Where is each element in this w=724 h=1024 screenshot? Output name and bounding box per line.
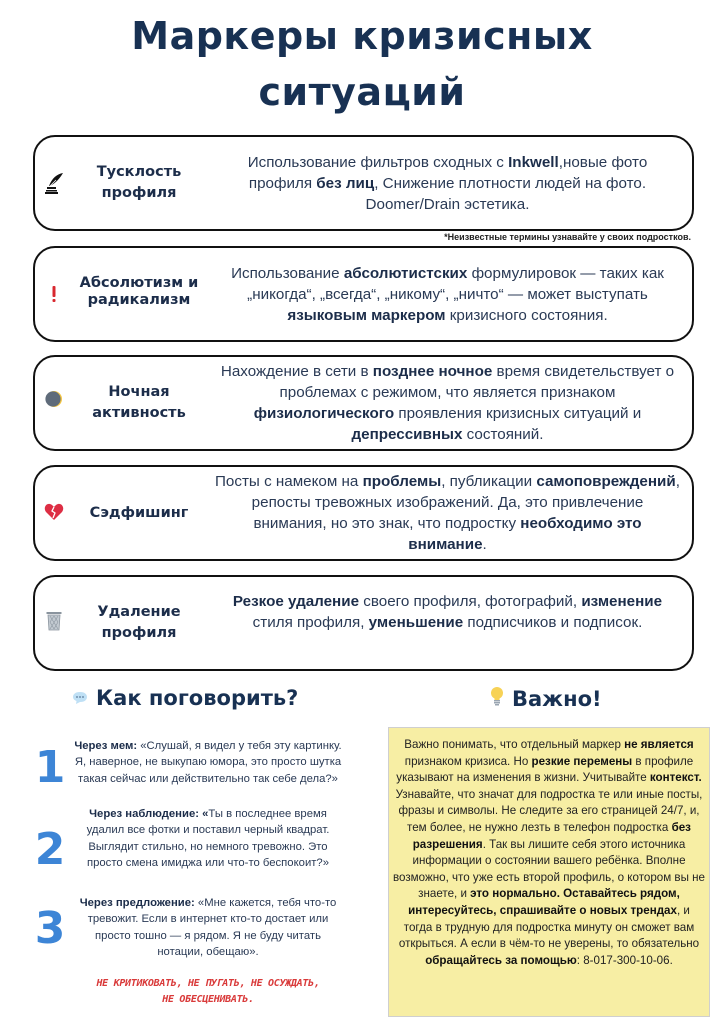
broken-heart-icon <box>43 501 65 523</box>
text-run: ,новые фото профиля <box>248 154 648 192</box>
marker-description <box>215 152 680 215</box>
footnote: *Неизвестные термины узнавайте у своих подростков. <box>444 232 691 242</box>
marker-label <box>65 382 213 424</box>
emphasis-text: резкие перемены <box>531 754 633 768</box>
marker-description <box>215 361 680 445</box>
marker-description <box>215 591 680 633</box>
emphasis-text: самоповреждений <box>536 473 676 490</box>
label-line: профиля <box>101 185 177 201</box>
emphasis-text: без разрешения <box>412 820 691 851</box>
text-run: . <box>482 536 487 553</box>
text-run: , репосты тревожных изображений. Да, это привлечение внимания, но это знак, что подростку <box>251 473 680 532</box>
text-run: Посты с намеком на <box>215 473 363 490</box>
text-run: признаком кризиса. Но <box>404 754 532 768</box>
title-line-2: ситуаций <box>258 70 466 114</box>
label-line: Тусклость <box>96 164 182 180</box>
step-quote: Ты в последнее время удалил все фотки и поставил черный квадрат. Выглядит стильно, но немного тревожно. Это просто смена имиджа или что-то беспокоит?» <box>86 808 330 869</box>
text-run: в профиле указывают на изменения в жизни. Учитывайте <box>396 754 694 785</box>
text-run: состояний. <box>462 426 544 443</box>
label-line: Абсолютизм и <box>79 275 199 291</box>
emphasis-text: языковым маркером <box>287 307 446 324</box>
quill-inkwell-icon <box>43 172 65 194</box>
step-lead: Через наблюдение: « <box>89 808 209 820</box>
step-text <box>72 738 344 787</box>
marker-label <box>65 275 213 309</box>
emphasis-text: депрессивных <box>351 426 463 443</box>
text-run: , Снижение плотности людей на фото. Doomer/Drain эстетика. <box>365 175 647 213</box>
step-lead: Через мем: <box>74 740 138 752</box>
text-run: , публикации <box>441 473 537 490</box>
emphasis-text: Резкое удаление <box>232 593 360 610</box>
label-line: радикализм <box>87 292 191 308</box>
text-run: своего профиля, фотографий, <box>359 593 582 610</box>
important-note <box>388 727 710 1017</box>
step-quote: «Слушай, я видел у тебя эту картинку. Я, наверное, не выкупаю юмора, это просто шутка такая сейчас или действительно так себе дела?» <box>74 740 342 785</box>
marker-description <box>215 263 680 326</box>
text-run: Использование фильтров сходных с <box>247 154 509 171</box>
emphasis-text: абсолютистских <box>343 265 468 282</box>
emphasis-text: физиологического <box>253 405 395 422</box>
marker-card-profile-deletion <box>33 575 694 671</box>
trash-bin-icon <box>43 610 65 632</box>
label-line: Ночная <box>108 384 170 400</box>
important-heading <box>490 686 602 711</box>
speech-bubble-icon <box>72 686 88 710</box>
emphasis-text: обращайтесь за помощью <box>425 953 577 967</box>
text-run: кризисного состояния. <box>445 307 608 324</box>
marker-label <box>65 503 213 524</box>
warning-line: НЕ ОБЕСЦЕНИВАТЬ. <box>162 994 254 1005</box>
step-number: 3 <box>34 903 66 954</box>
text-run: проявления кризисных ситуаций и <box>394 405 642 422</box>
emphasis-text: позднее ночное <box>372 363 493 380</box>
emphasis-text: проблемы <box>362 473 442 490</box>
important-heading-text: Важно! <box>512 686 602 711</box>
warning-text <box>72 976 344 1008</box>
emphasis-text: не является <box>624 738 694 751</box>
emphasis-text: это нормально. Оставайтесь рядом, интересуйтесь, спрашивайте о новых трендах <box>408 887 680 917</box>
marker-label <box>65 162 213 204</box>
moon-icon <box>43 388 65 410</box>
emphasis-text: без лиц <box>316 175 375 192</box>
marker-description <box>215 471 680 555</box>
marker-card-sadfishing <box>33 465 694 561</box>
exclamation-icon <box>43 283 65 305</box>
emphasis-text: необходимо это внимание <box>408 515 642 553</box>
step-quote: «Мне кажется, тебя что-то тревожит. Если в интернет кто-то достает или просто тошно — я рядом. Я не буду читать нотации, обещаю». <box>87 897 337 958</box>
label-line: Сэдфишинг <box>89 505 189 521</box>
emphasis-text: контекст. <box>649 771 702 785</box>
step-text <box>72 895 344 960</box>
marker-card-night-activity <box>33 355 694 451</box>
marker-card-absolutism <box>33 246 694 342</box>
label-line: профиля <box>101 625 177 641</box>
title-line-1: Маркеры кризисных <box>131 14 593 58</box>
text-run: , и тогда в трудную для подростка минуту он сможет вам открыться. А если в чём-то не уверены, то обязательно <box>398 903 700 951</box>
text-run: Узнавайте, что значат для подростка те или иные посты, фразы и символы. Не следите за его страницей 24/7, и, тем более, не нужно лезть в телефон подростка <box>395 787 703 834</box>
text-run: . Так вы лишите себя этого источника информации о состоянии вашего ребёнка. Вполне возможно, что уже есть второй профиль, о котором вы не знаете, и <box>393 837 705 901</box>
label-line: Удаление <box>97 604 181 620</box>
text-run: : 8-017-300-10-06. <box>576 953 673 967</box>
lightbulb-icon <box>490 686 504 711</box>
text-run: Важно понимать, что отдельный маркер <box>404 738 625 751</box>
page-title <box>0 8 724 120</box>
emphasis-text: уменьшение <box>368 614 464 631</box>
talk-heading-text: Как поговорить? <box>96 686 299 710</box>
label-line: активность <box>92 405 186 421</box>
text-run: подписчиков и подписок. <box>463 614 643 631</box>
text-run: Использование <box>231 265 344 282</box>
step-text <box>72 806 344 871</box>
step-lead: Через предложение: <box>79 897 195 909</box>
step-number: 1 <box>34 742 66 793</box>
emphasis-text: Inkwell <box>508 154 559 171</box>
talk-heading <box>72 686 298 710</box>
text-run: время свидетельствует о проблемах с режимом, что является признаком <box>279 363 675 401</box>
text-run: стиля профиля, <box>252 614 369 631</box>
text-run: Нахождение в сети в <box>220 363 373 380</box>
step-number: 2 <box>34 824 66 875</box>
warning-line: НЕ КРИТИКОВАТЬ, НЕ ПУГАТЬ, НЕ ОСУЖДАТЬ, <box>96 978 320 989</box>
emphasis-text: изменение <box>581 593 663 610</box>
marker-card-dull-profile <box>33 135 694 231</box>
marker-label <box>65 602 213 644</box>
text-run: формулировок — таких как „никогда“, „всегда“, „никому“, „ничто“ — может выступать <box>247 265 664 303</box>
